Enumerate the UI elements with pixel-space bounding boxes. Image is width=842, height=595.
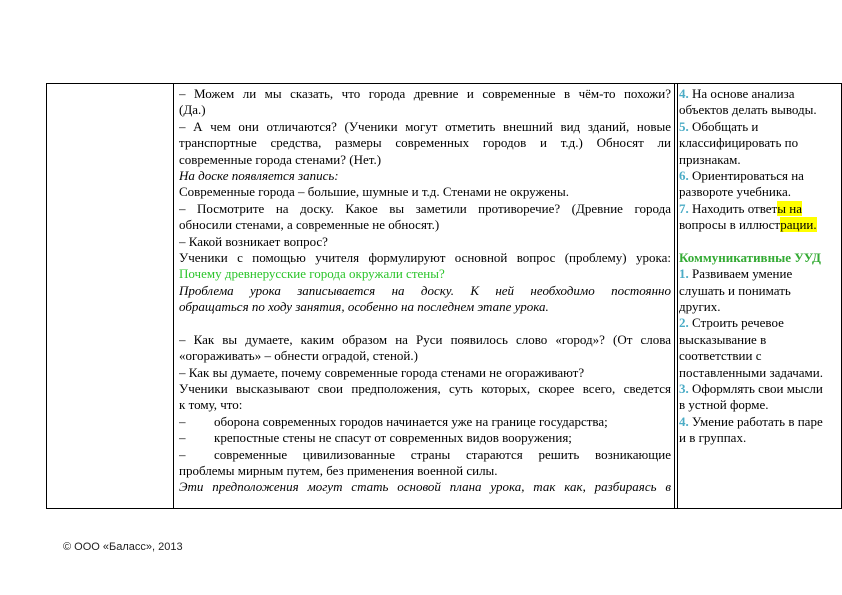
item-number: 6. (679, 167, 689, 183)
skills-column (679, 86, 839, 447)
lesson-text-line: обносили стенами, а современные не обносят.) (179, 217, 440, 233)
skill-line (679, 381, 839, 397)
skill-text: Находить ответ (688, 200, 778, 216)
skill-line (679, 348, 839, 364)
bullet-dash: – (179, 430, 186, 446)
table-top-border (46, 83, 842, 84)
lesson-text-line: – Посмотрите на доску. Какое вы заметили противоречие? (Древние города (179, 200, 671, 216)
lesson-text-line: Проблема урока записывается на доску. К ней необходимо постоянно (179, 282, 671, 298)
lesson-text-line: к тому, что: (179, 397, 243, 413)
skill-text: поставленными задачами. (679, 364, 823, 380)
skill-text: и в группах. (679, 430, 747, 446)
lesson-text-line: На доске появляется запись: (179, 167, 339, 183)
bullet-dash: – (179, 446, 186, 462)
bullet-text: оборона современных городов начинается уже на границе государства; (214, 413, 608, 429)
section-title: Коммуникативные УУД (679, 249, 821, 265)
skill-line (679, 266, 839, 282)
skill-line (679, 217, 839, 233)
lesson-text-line: – Какой возникает вопрос? (179, 233, 328, 249)
lesson-text-line: проблемы мирным путем, без применения военной силы. (179, 462, 498, 478)
lesson-text-line: Современные города – большие, шумные и т.д. Стенами не окружены. (179, 184, 569, 200)
skill-line (679, 315, 839, 331)
skill-line (679, 430, 839, 446)
table-divider-1 (173, 83, 174, 509)
skill-text: Строить речевое (688, 315, 784, 331)
skill-text: развороте учебника. (679, 184, 791, 200)
skill-text: соответствии с (679, 348, 762, 364)
skill-line (679, 119, 839, 135)
skill-text: объектов делать выводы. (679, 102, 817, 118)
highlighted-text: ы на (777, 200, 802, 216)
skill-text: Оформлять свои мысли (688, 381, 823, 397)
skill-text: в устной форме. (679, 397, 769, 413)
skill-text: вопросы в иллюст (679, 217, 781, 233)
skill-text: классифицировать по (679, 135, 799, 151)
skill-text: Умение работать в паре (688, 413, 823, 429)
blank-line (679, 234, 839, 250)
lesson-text-line: «огораживать» – обнести оградой, стеной.) (179, 348, 418, 364)
skill-line (679, 102, 839, 118)
skill-line (679, 201, 839, 217)
lesson-text-line: (Да.) (179, 102, 206, 118)
skill-text: Обобщать и (688, 118, 759, 134)
skill-text: слушать и понимать (679, 282, 791, 298)
item-number: 2. (679, 315, 689, 331)
skill-line (679, 86, 839, 102)
skill-line (679, 365, 839, 381)
skill-line (679, 135, 839, 151)
skill-line (679, 168, 839, 184)
item-number: 4. (679, 413, 689, 429)
table-divider-2 (674, 83, 675, 509)
skill-line (679, 332, 839, 348)
skill-text: Ориентироваться на (688, 167, 804, 183)
highlighted-text: рации. (780, 217, 817, 233)
lesson-table (46, 83, 842, 509)
bullet-text: крепостные стены не спасут от современных видов вооружения; (214, 430, 572, 446)
lesson-text-line (179, 430, 671, 446)
item-number: 5. (679, 118, 689, 134)
skill-line (679, 299, 839, 315)
lesson-text-line: Эти предположения могут стать основой плана урока, так как, разбираясь в (179, 479, 671, 495)
skill-line (679, 184, 839, 200)
skill-line (679, 397, 839, 413)
item-number: 4. (679, 86, 689, 101)
skill-text: признакам. (679, 151, 741, 167)
blank-line (179, 315, 671, 331)
lesson-text-line: современные города стенами? (Нет.) (179, 151, 382, 167)
table-bottom-border (46, 508, 842, 509)
table-left-border (46, 83, 47, 509)
lesson-text-line: – А чем они отличаются? (Ученики могут отметить внешний вид зданий, новые (179, 118, 671, 134)
skill-line (679, 152, 839, 168)
lesson-text-line: Почему древнерусские города окружали стены? (179, 266, 445, 282)
lesson-text-line: Ученики высказывают свои предположения, суть которых, скорее всего, сведется (179, 381, 671, 397)
copyright-footer: © ООО «Баласс», 2013 (63, 541, 183, 553)
lesson-text-line: – Как вы думаете, почему современные города стенами не огораживают? (179, 364, 585, 380)
item-number: 7. (679, 200, 689, 216)
lesson-text-line: транспортные средства, размеры современных городов и т.д.) Обносят ли (179, 135, 671, 151)
skill-line (679, 414, 839, 430)
skill-text: На основе анализа (688, 86, 795, 101)
skill-text: Развиваем умение (688, 266, 793, 282)
table-divider-2b (677, 83, 678, 509)
lesson-content-column (179, 86, 671, 496)
bullet-text: современные цивилизованные страны стараются решить возникающие (214, 446, 671, 462)
lesson-text-line: – Как вы думаете, каким образом на Руси появилось слово «город»? (От слова (179, 331, 671, 347)
lesson-text-line (179, 447, 671, 463)
bullet-dash: – (179, 413, 186, 429)
lesson-text-line: Ученики с помощью учителя формулируют основной вопрос (проблему) урока: (179, 249, 671, 265)
item-number: 1. (679, 266, 689, 282)
lesson-text-line: обращаться по ходу занятия, особенно на последнем этапе урока. (179, 299, 549, 315)
lesson-text-line: – Можем ли мы сказать, что города древние и современные в чём-то похожи? (179, 86, 671, 101)
skill-text: высказывание в (679, 331, 767, 347)
skill-line (679, 283, 839, 299)
skill-text: других. (679, 299, 721, 315)
item-number: 3. (679, 381, 689, 397)
lesson-text-line (179, 414, 671, 430)
